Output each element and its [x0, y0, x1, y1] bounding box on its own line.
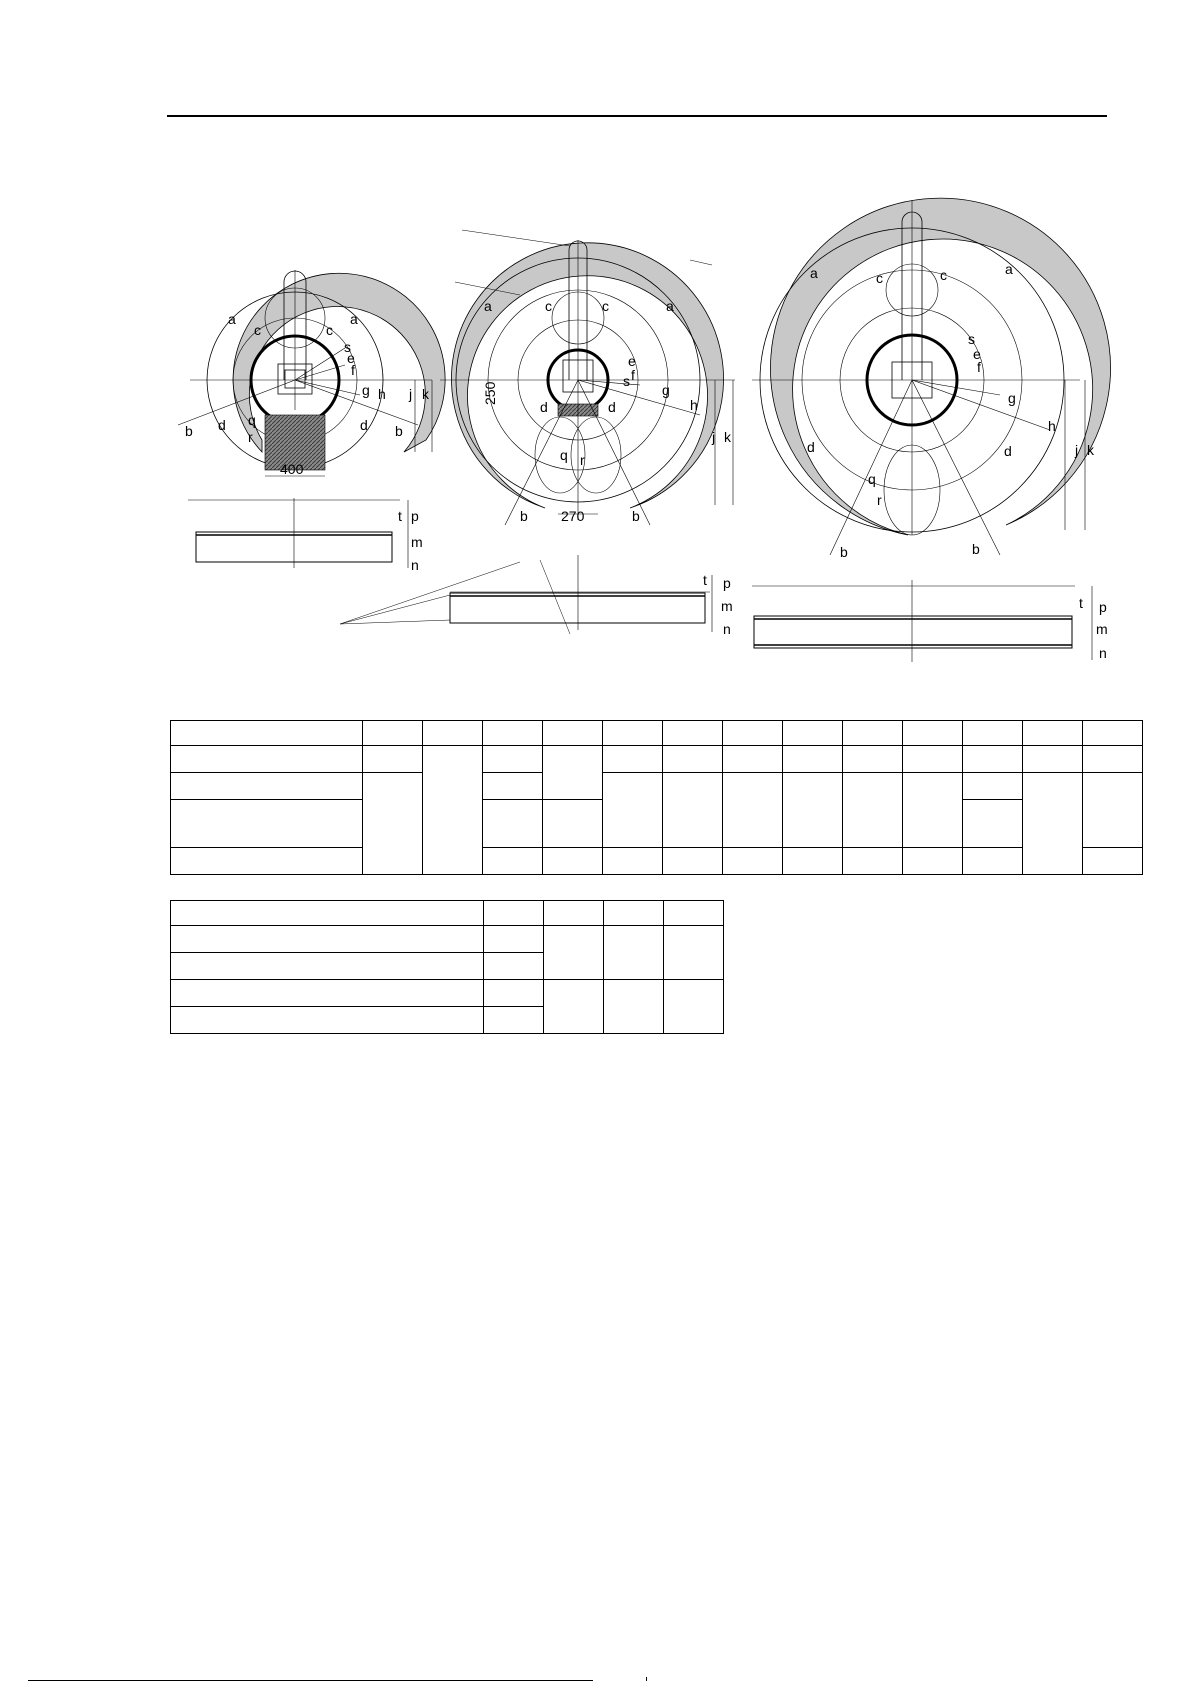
svg-text:b: b: [840, 544, 848, 560]
svg-text:d: d: [807, 439, 815, 455]
svg-text:m: m: [411, 534, 423, 550]
svg-text:c: c: [602, 298, 609, 314]
svg-text:h: h: [378, 386, 386, 402]
svg-text:r: r: [248, 429, 253, 445]
svg-text:c: c: [545, 298, 552, 314]
footer-rule: [28, 1680, 593, 1681]
svg-text:k: k: [1087, 442, 1094, 458]
svg-text:j: j: [712, 429, 716, 445]
large-robot-side-view: [752, 580, 1108, 662]
table-row: [171, 848, 1143, 875]
svg-text:d: d: [540, 399, 548, 415]
footer-mark: [646, 1677, 647, 1681]
svg-text:s: s: [623, 373, 630, 389]
svg-text:d: d: [1004, 443, 1012, 459]
small-robot-side-view: [188, 498, 423, 573]
svg-text:a: a: [350, 311, 358, 327]
table-row: [171, 721, 1143, 746]
svg-text:h: h: [1048, 418, 1056, 434]
svg-text:g: g: [662, 382, 670, 398]
svg-text:c: c: [876, 270, 883, 286]
svg-text:s: s: [968, 331, 975, 347]
svg-text:n: n: [411, 557, 419, 573]
medium-robot-side-view: [340, 555, 733, 637]
svg-text:c: c: [326, 322, 333, 338]
svg-text:m: m: [1096, 621, 1108, 637]
svg-text:j: j: [1075, 442, 1079, 458]
svg-text:d: d: [360, 417, 368, 433]
svg-text:b: b: [632, 508, 640, 524]
svg-text:m: m: [721, 598, 733, 614]
svg-text:s: s: [344, 339, 351, 355]
svg-text:r: r: [580, 452, 585, 468]
table-row: [171, 980, 724, 1007]
svg-text:k: k: [422, 386, 429, 402]
svg-text:e: e: [973, 346, 981, 362]
svg-text:c: c: [940, 267, 947, 283]
svg-text:q: q: [248, 412, 256, 428]
svg-text:b: b: [520, 508, 528, 524]
medium-dimension-250: 250: [482, 381, 498, 405]
svg-text:f: f: [977, 359, 981, 375]
svg-text:b: b: [185, 423, 193, 439]
spec-table: [170, 720, 1143, 875]
svg-text:t: t: [398, 508, 402, 524]
svg-text:f: f: [631, 367, 635, 383]
robot-motion-range-drawing: [0, 0, 1191, 700]
svg-text:a: a: [810, 265, 818, 281]
svg-text:n: n: [1099, 645, 1107, 661]
svg-text:e: e: [628, 353, 636, 369]
svg-text:a: a: [666, 298, 674, 314]
svg-text:a: a: [1005, 261, 1013, 277]
svg-text:b: b: [972, 541, 980, 557]
medium-dimension-270: 270: [561, 508, 585, 524]
svg-text:a: a: [228, 311, 236, 327]
svg-text:k: k: [724, 429, 731, 445]
svg-text:a: a: [484, 298, 492, 314]
svg-text:p: p: [723, 575, 731, 591]
svg-text:b: b: [395, 423, 403, 439]
svg-text:h: h: [690, 397, 698, 413]
table-row: [171, 926, 724, 953]
table-row: [171, 773, 1143, 800]
large-outer-range-ring: [770, 198, 1110, 535]
svg-text:t: t: [1079, 595, 1083, 611]
svg-text:d: d: [608, 399, 616, 415]
large-robot-top-view: [752, 198, 1110, 560]
svg-text:r: r: [877, 492, 882, 508]
medium-robot-top-view: [440, 230, 735, 525]
svg-text:g: g: [362, 382, 370, 398]
svg-text:g: g: [1008, 390, 1016, 406]
svg-text:q: q: [868, 471, 876, 487]
spec-sub-table: [170, 900, 724, 1034]
medium-outer-range-ring: [451, 243, 723, 508]
table-row: [171, 746, 1143, 773]
svg-text:c: c: [254, 322, 261, 338]
svg-text:p: p: [1099, 599, 1107, 615]
small-dimension-400: 400: [280, 461, 304, 477]
svg-text:e: e: [347, 350, 355, 366]
small-robot-top-view: [178, 270, 445, 477]
svg-text:f: f: [351, 362, 355, 378]
svg-text:t: t: [703, 572, 707, 588]
svg-text:p: p: [411, 508, 419, 524]
svg-text:d: d: [218, 417, 226, 433]
svg-text:j: j: [409, 386, 413, 402]
table-row: [171, 901, 724, 926]
svg-text:q: q: [560, 447, 568, 463]
svg-text:n: n: [723, 621, 731, 637]
